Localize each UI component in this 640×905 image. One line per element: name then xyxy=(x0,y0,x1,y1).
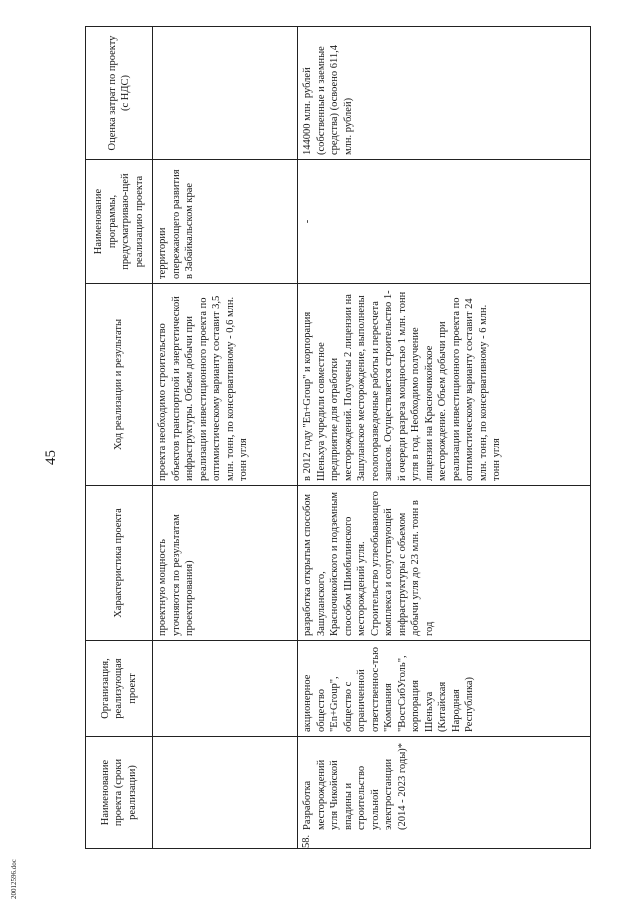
header-characteristic: Характеристика проекта xyxy=(86,486,153,641)
cell-project-name xyxy=(298,737,591,849)
cell-cost: 144000 млн. рублей (собственные и заемные средства) (освоено 611,4 млн. рублей) xyxy=(298,27,591,160)
header-project-name: Наименование проекта (сроки реализации) xyxy=(86,737,153,849)
table-row xyxy=(298,27,591,849)
header-program: Наименование программы, предусматриваю-щей реализацию проекта xyxy=(86,160,153,284)
cell-organization: акционерное общество "En+Group", общество с ограниченной ответственнос-тью "Компания "ВостСибУголь", корпорация Шеньхуа (Китайская Народная Республика) xyxy=(298,641,591,737)
cell-characteristic: проектную мощность уточняются по результатам проектирования) xyxy=(153,486,298,641)
projects-table xyxy=(85,26,591,849)
cell-program: территории опережающего развития в Забайкальском крае xyxy=(153,160,298,284)
header-cost: Оценка затрат по проекту (с НДС) xyxy=(86,27,153,160)
table-row xyxy=(153,27,298,849)
cell-project-name xyxy=(153,737,298,849)
page-number: 45 xyxy=(43,450,59,465)
cell-cost xyxy=(153,27,298,160)
header-organization: Организация, реализующая проект xyxy=(86,641,153,737)
cell-organization xyxy=(153,641,298,737)
row-number: 58. xyxy=(301,834,312,848)
cell-progress: в 2012 году "En+Group" и корпорация Шеньхуа учредили совместное предприятие для отработки месторождений. Получены 2 лицензии на Зашуланское месторождение, выполнены геологоразведочные работы и пересчета запасов. Осуществляется строительство 1-й очереди разреза мощностью 1 млн. тонн угля в год. Необходимо получение лицензии на Красночикойское месторождение. Объем добычи при реализации инвестиционного проекта по оптимистическому варианту составит 24 млн. тонн, по консервативному - 6 млн. тонн угля xyxy=(298,284,591,486)
document-footer: 20012596.doc xyxy=(10,859,18,899)
cell-characteristic: разработка открытым способом Зашуланского, Красночикойского и подземным способом Шимбилинского месторождений угля. Строительство углеобывающего комплекса и сопутствующей инфраструктуры с объемом добычи угля до 23 млн. тонн в год xyxy=(298,486,591,641)
project-name-text: Разработка месторождений угля Чикойской впадины и строительство угольной электростанции (2014 - 2023 годы)* xyxy=(302,742,408,830)
cell-program: - xyxy=(298,160,591,284)
table-header-row xyxy=(86,27,153,849)
header-progress: Ход реализации и результаты xyxy=(86,284,153,486)
cell-progress: проекта необходимо строительство объектов транспортной и энергетической инфраструктуры. Объем добычи при реализации инвестиционного проекта по оптимистическому варианту составит 3,5 млн. тонн, по консервативному - 0,6 млн. тонн угля xyxy=(153,284,298,486)
